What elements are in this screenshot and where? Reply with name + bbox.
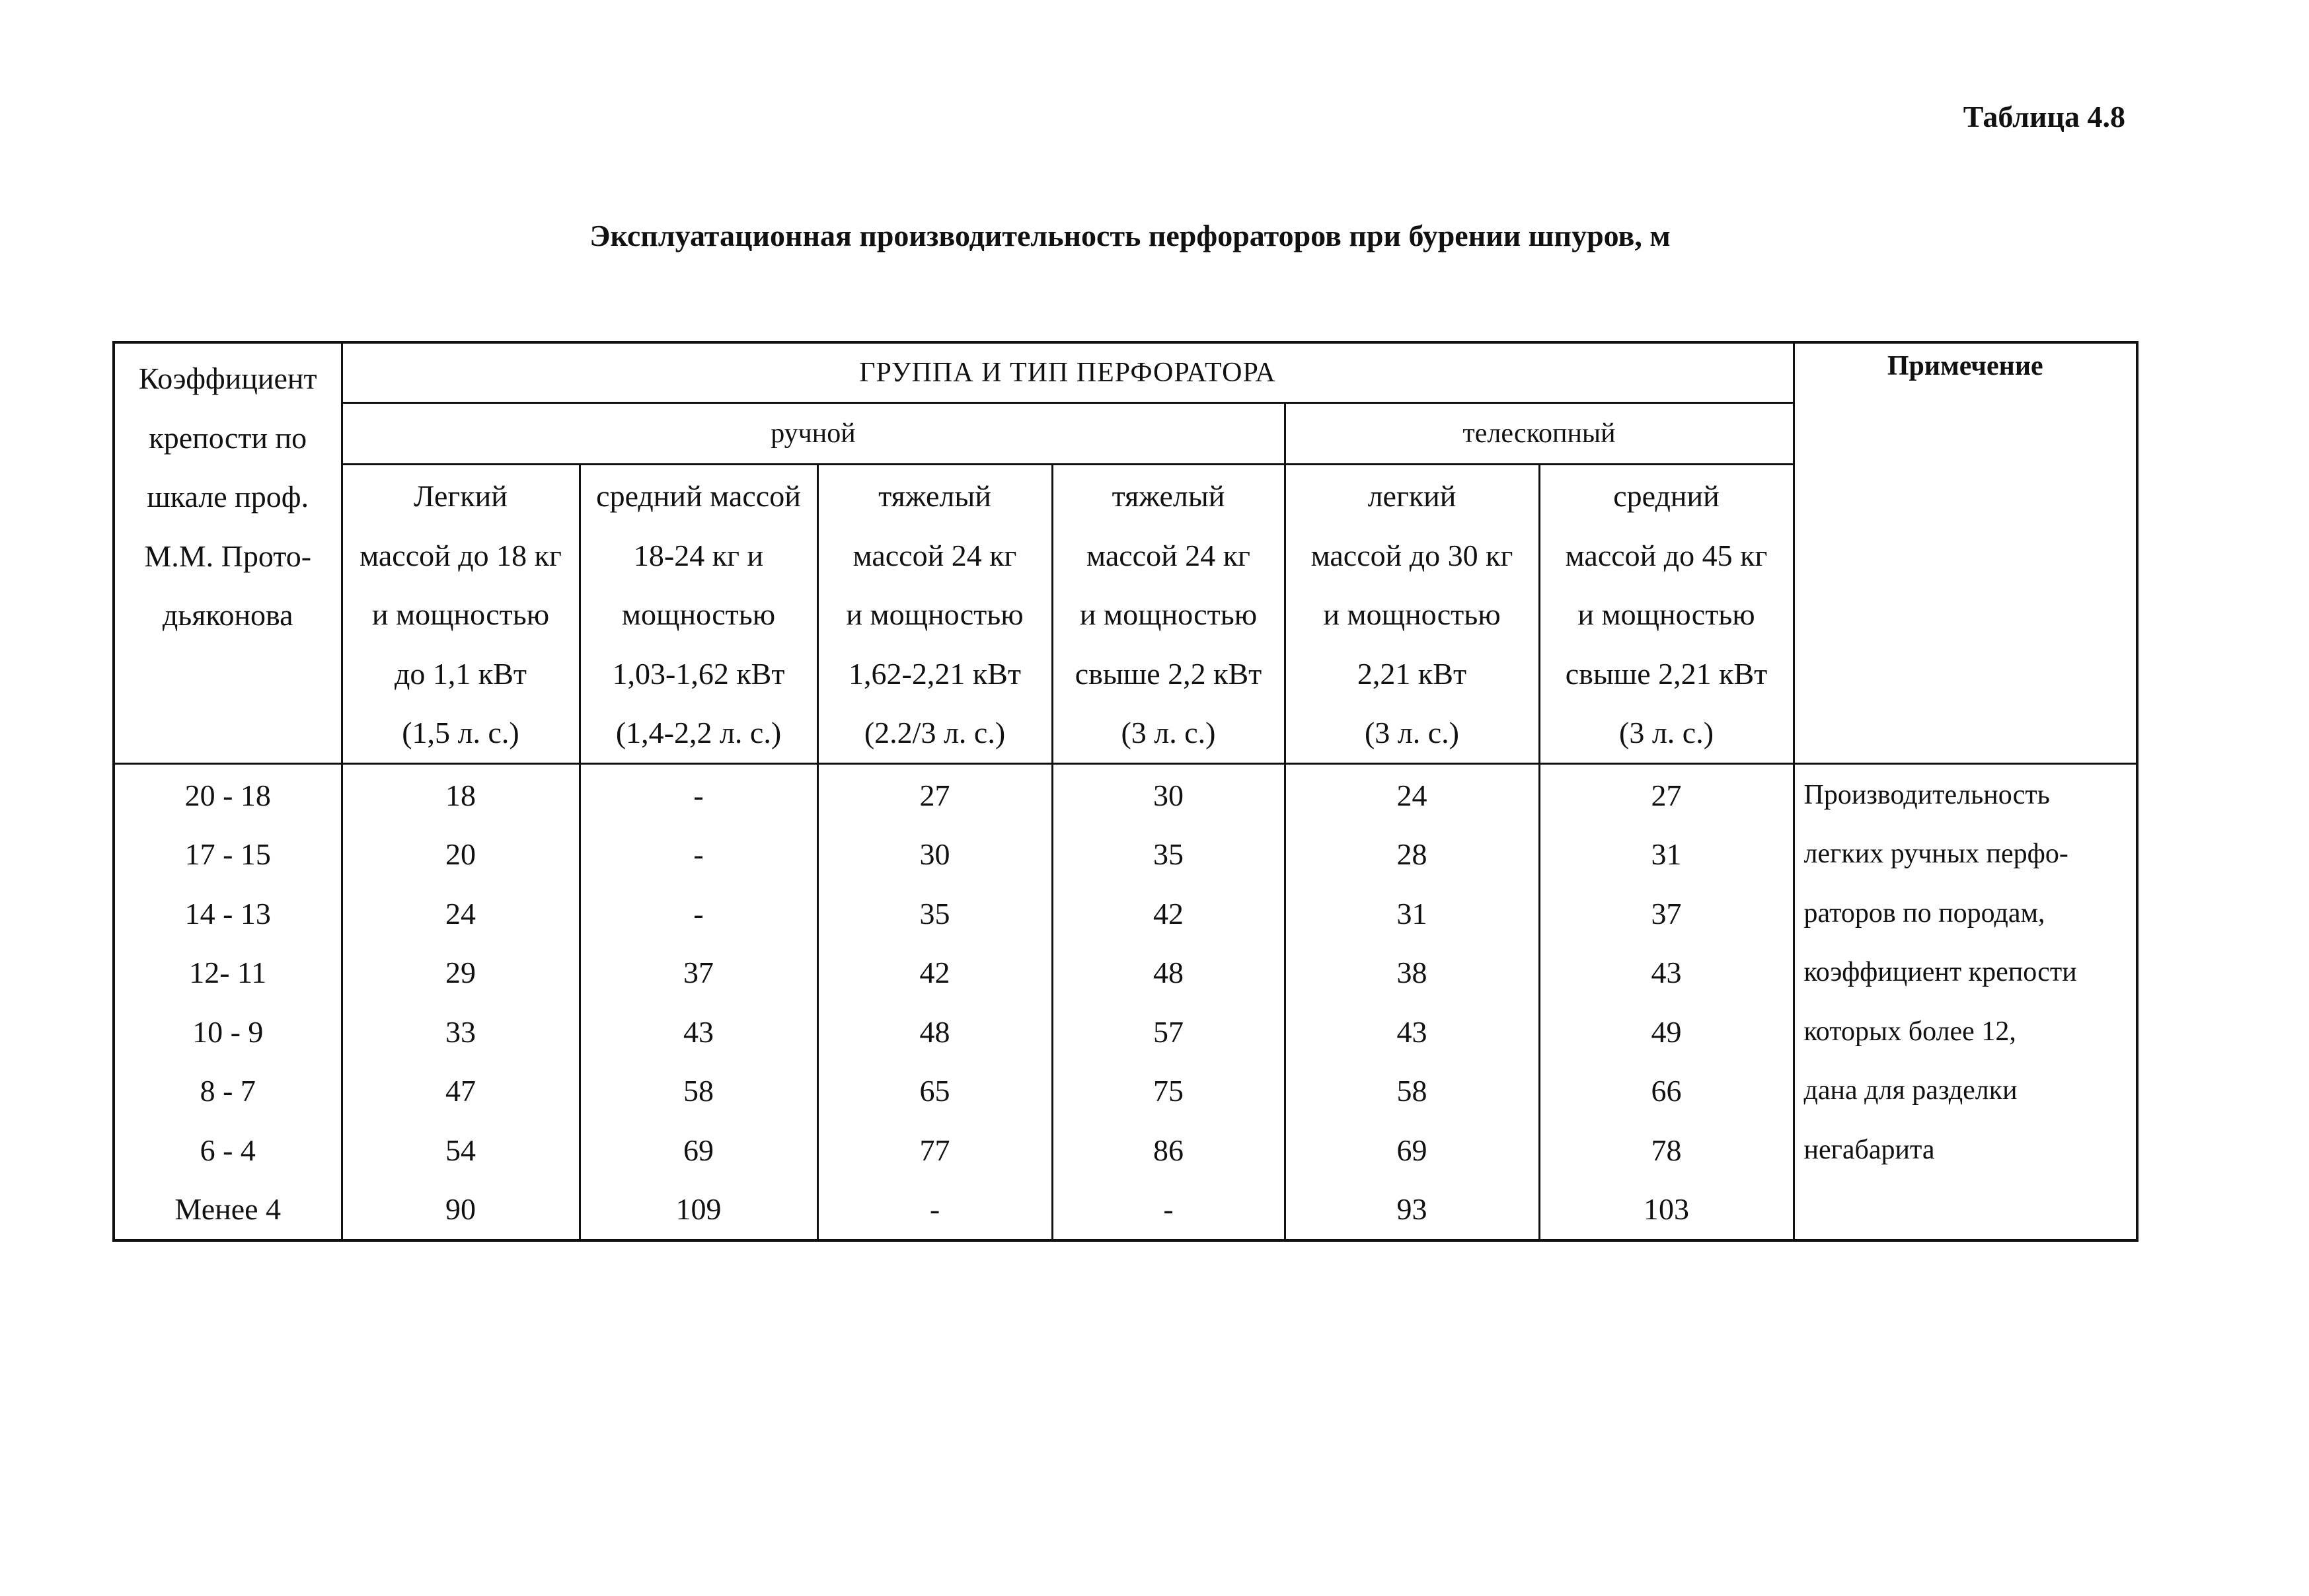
coef-column [114,763,342,1240]
data-row [114,763,2137,1240]
note-line: дана для разделки [1803,1075,2018,1106]
table-cell-value: 69 [683,1133,714,1167]
table-cell-value: 24 [445,896,476,931]
header-coef-line: дьяконова [162,598,293,632]
header-type-line: до 1,1 кВт [394,656,527,691]
header-type-line: тяжелый [1112,479,1225,513]
note-cell [1794,763,2137,1240]
header-type-line: и мощностью [1079,597,1258,631]
table-cell-value: 24 [1396,778,1427,812]
header-type-line: легкий [1367,479,1457,513]
value-column [1052,763,1285,1240]
table-cell-value: 38 [1396,956,1427,989]
table-cell-value: 27 [1651,778,1682,812]
header-type-line: массой до 30 кг [1310,538,1513,572]
header-type-line: 1,62-2,21 кВт [849,656,1021,691]
header-type-line: средний [1613,479,1720,513]
coef-value: 17 - 15 [184,837,271,871]
header-type-line: (3 л. с.) [1121,716,1216,749]
header-coef-line: Коэффициент [138,361,317,395]
table-cell-value: 65 [919,1074,950,1108]
header-type-line: массой до 45 кг [1565,538,1768,572]
header-type-line: свыше 2,2 кВт [1075,656,1262,691]
coef-value: 12- 11 [189,956,267,989]
table-cell-value: 20 [445,837,476,871]
header-type-line: Легкий [414,479,508,513]
header-type-line: (1,4-2,2 л. с.) [615,716,782,749]
header-type-line: 2,21 кВт [1357,656,1467,691]
table-cell-value: 109 [675,1192,722,1226]
coef-value: 10 - 9 [192,1014,264,1049]
header-type-line: и мощностью [1577,597,1755,631]
table-cell-value: 57 [1153,1014,1184,1049]
header-type-line: (1,5 л. с.) [402,716,519,749]
table-cell-value: 31 [1396,896,1427,931]
table-cell-value: 75 [1153,1074,1184,1108]
table-cell-value: 27 [919,778,950,812]
header-note: Примечение [1794,342,2137,763]
table-cell-value: 78 [1651,1133,1682,1167]
table-cell-value: 43 [1396,1014,1427,1049]
table-cell-value: 54 [445,1133,476,1167]
value-column [817,763,1052,1240]
value-column [1539,763,1794,1240]
table-cell-value: 42 [1153,896,1184,931]
table-cell-value: 93 [1396,1192,1427,1226]
note-line: негабарита [1803,1134,1935,1165]
header-type-line: и мощностью [846,597,1024,631]
table-cell-value: 31 [1651,837,1682,871]
table-cell-value: 58 [683,1074,714,1108]
header-telescopic: телескопный [1285,403,1794,465]
header-type-cell [1285,465,1539,764]
table-cell-value: 69 [1396,1133,1427,1167]
table-number: Таблица 4.8 [1963,100,2125,133]
header-coef-line: шкале проф. [147,480,309,513]
table-cell-value: 90 [445,1192,476,1226]
table-cell-value: 30 [1153,778,1184,812]
header-type-line: массой до 18 кг [360,538,562,572]
header-manual: ручной [342,403,1285,465]
table-cell-value: 49 [1651,1014,1682,1049]
header-group-type: ГРУППА И ТИП ПЕРФОРАТОРА [342,342,1794,403]
table-cell-value: - [693,837,704,871]
table-cell-value: 35 [919,896,950,931]
header-coef-line: М.М. Прото- [144,539,312,573]
coef-value: 14 - 13 [184,896,271,931]
table-cell-value: 37 [683,956,714,989]
table-cell-value: 35 [1153,837,1184,871]
note-line: которых более 12, [1803,1016,2016,1047]
table-cell-value: 18 [445,778,476,812]
header-type-line: (3 л. с.) [1619,716,1714,749]
table-cell-value: - [693,896,704,931]
header-type-line: и мощностью [1323,597,1501,631]
header-type-line: мощностью [621,597,776,631]
table-cell-value: 43 [683,1014,714,1049]
header-type-line: (2.2/3 л. с.) [864,716,1006,749]
table-cell-value: - [1163,1192,1174,1226]
note-line: легких ручных перфо- [1803,839,2068,869]
table-cell-value: 30 [919,837,950,871]
coef-value: 8 - 7 [200,1074,256,1108]
note-line: раторов по породам, [1803,897,2045,929]
note-line: коэффициент крепости [1803,957,2077,987]
value-column [1285,763,1539,1240]
header-type-cell [1052,465,1285,764]
header-coef-line: крепости по [149,420,307,455]
table-cell-value: - [693,778,704,812]
header-coefficient [114,342,342,763]
table-cell-value: - [929,1192,940,1226]
table-cell-value: 33 [445,1014,476,1049]
table-cell-value: 48 [1153,956,1184,989]
table-cell-value: 47 [445,1074,476,1108]
coef-value: 6 - 4 [200,1133,256,1167]
header-type-cell [1539,465,1794,764]
header-type-line: 1,03-1,62 кВт [612,656,785,691]
table-cell-value: 29 [445,956,476,989]
header-type-line: и мощностью [371,597,550,631]
table-cell-value: 37 [1651,896,1682,931]
header-type-line: средний массой [596,479,801,513]
value-column [580,763,817,1240]
table-cell-value: 28 [1396,837,1427,871]
value-column [342,763,580,1240]
productivity-table [112,341,2139,1242]
table-cell-value: 58 [1396,1074,1427,1108]
table-cell-value: 103 [1644,1192,1690,1226]
table-cell-value: 86 [1153,1133,1184,1167]
header-type-cell [817,465,1052,764]
header-type-line: тяжелый [878,479,991,513]
table-cell-value: 43 [1651,956,1682,989]
table-title: Эксплуатационная производительность перфораторов при бурении шпуров, м [589,219,1671,252]
header-type-line: массой 24 кг [852,538,1017,572]
table-cell-value: 48 [919,1014,950,1049]
table-cell-value: 66 [1651,1074,1682,1108]
header-type-cell [580,465,817,764]
table-cell-value: 42 [919,956,950,989]
header-type-cell [342,465,580,764]
coef-value: 20 - 18 [184,778,271,812]
table-cell-value: 77 [919,1133,950,1167]
note-line: Производительность [1803,779,2050,810]
header-type-line: (3 л. с.) [1364,716,1459,749]
header-type-line: 18-24 кг и [633,538,764,572]
header-type-line: свыше 2,21 кВт [1565,656,1768,691]
coef-value: Менее 4 [174,1192,282,1226]
header-type-line: массой 24 кг [1086,538,1250,572]
